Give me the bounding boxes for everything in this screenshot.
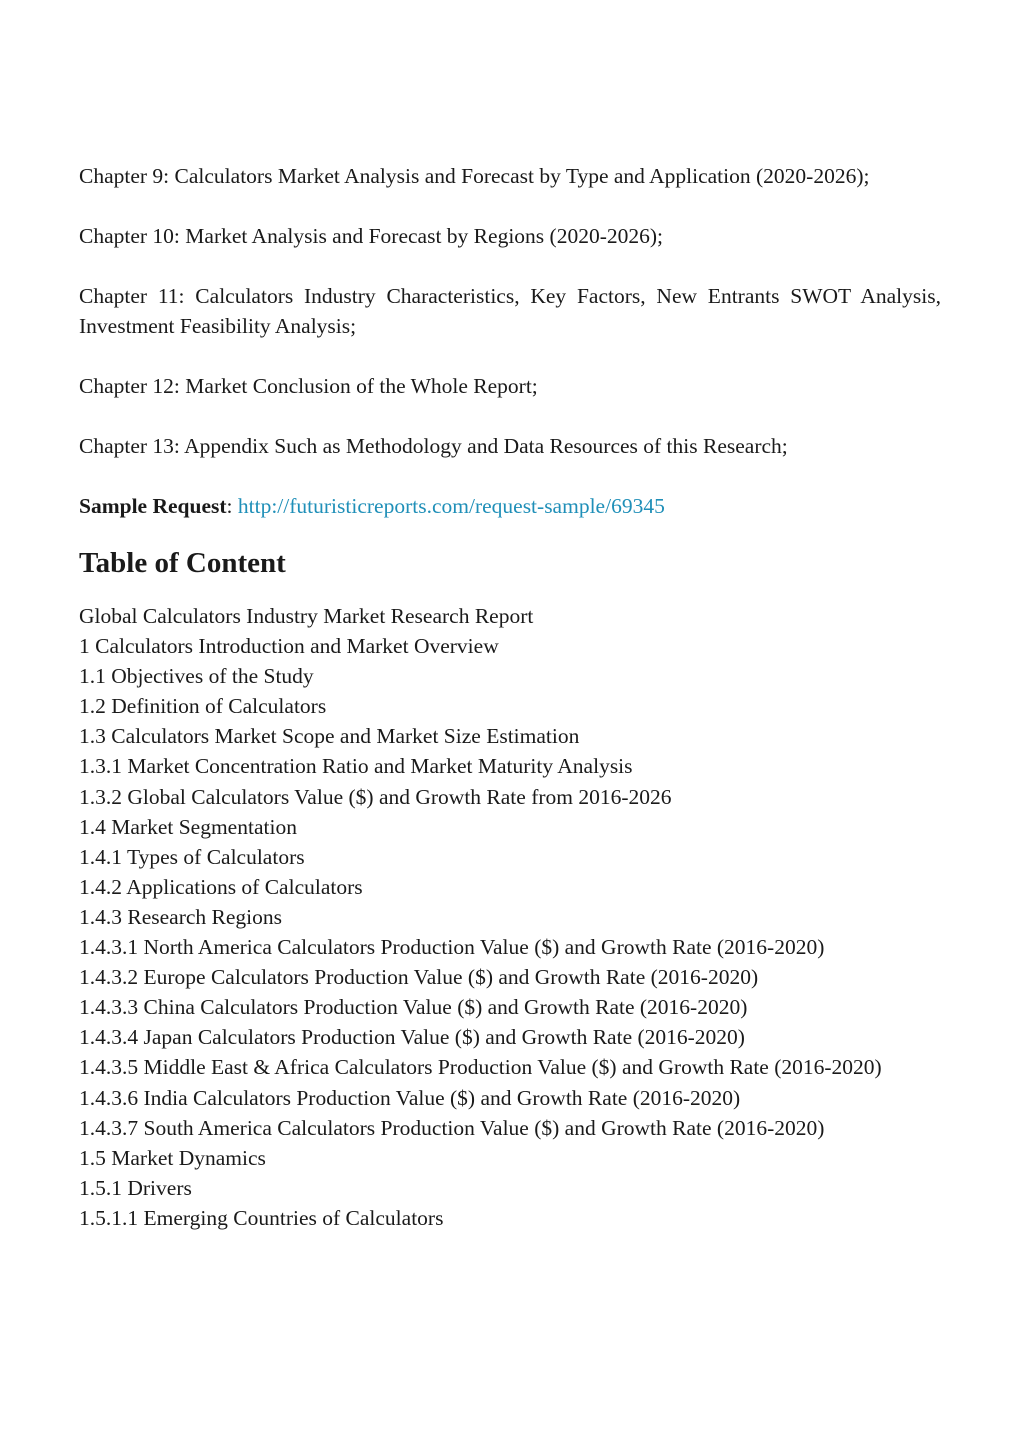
- toc-item: 1.4.3.1 North America Calculators Production Value ($) and Growth Rate (2016-2020): [79, 935, 825, 960]
- toc-item: 1 Calculators Introduction and Market Overview: [79, 634, 499, 659]
- toc-item: 1.4.3.4 Japan Calculators Production Value ($) and Growth Rate (2016-2020): [79, 1025, 745, 1050]
- sample-request-link[interactable]: http://futuristicreports.com/request-sample/69345: [237, 494, 665, 518]
- toc-item: 1.5.1.1 Emerging Countries of Calculators: [79, 1205, 444, 1230]
- toc-item: 1.4.3.2 Europe Calculators Production Value ($) and Growth Rate (2016-2020): [79, 965, 759, 990]
- toc-list: [79, 601, 941, 1233]
- toc-item: 1.5.1 Drivers: [79, 1175, 192, 1200]
- toc-item: 1.4.3.7 South America Calculators Production Value ($) and Growth Rate (2016-2020): [79, 1115, 825, 1140]
- chapter-12-text: Chapter 12: Market Conclusion of the Whole Report;: [79, 374, 538, 398]
- toc-item: 1.3 Calculators Market Scope and Market Size Estimation: [79, 724, 580, 749]
- toc-item: 1.5 Market Dynamics: [79, 1145, 266, 1170]
- toc-item: 1.4.3.5 Middle East & Africa Calculators Production Value ($) and Growth Rate (2016-2020): [79, 1055, 882, 1080]
- sample-request-label: Sample Request: [79, 494, 227, 518]
- toc-item: 1.4.2 Applications of Calculators: [79, 874, 363, 899]
- chapter-10-text: Chapter 10: Market Analysis and Forecast by Regions (2020-2026);: [79, 224, 663, 248]
- toc-item: 1.1 Objectives of the Study: [79, 664, 314, 689]
- toc-item: Global Calculators Industry Market Research Report: [79, 604, 534, 628]
- toc-item: 1.4.1 Types of Calculators: [79, 844, 305, 869]
- toc-item: 1.3.2 Global Calculators Value ($) and Growth Rate from 2016-2026: [79, 784, 672, 809]
- chapter-11-text: Chapter 11: Calculators Industry Characteristics, Key Factors, New Entrants SWOT Analysis, Investment Feasibility Analysis;: [79, 284, 941, 338]
- toc-title: Table of Content: [79, 547, 286, 579]
- document-page: [79, 161, 941, 1233]
- toc-item: 1.4 Market Segmentation: [79, 814, 297, 839]
- toc-item: 1.2 Definition of Calculators: [79, 694, 327, 719]
- toc-item: 1.4.3.6 India Calculators Production Value ($) and Growth Rate (2016-2020): [79, 1085, 741, 1110]
- toc-item: 1.4.3 Research Regions: [79, 904, 283, 929]
- sample-request-separator: :: [226, 494, 233, 518]
- toc-item: 1.3.1 Market Concentration Ratio and Market Maturity Analysis: [79, 754, 633, 779]
- sample-request-line: [79, 491, 941, 521]
- chapter-13-text: Chapter 13: Appendix Such as Methodology and Data Resources of this Research;: [79, 434, 788, 458]
- toc-item: 1.4.3.3 China Calculators Production Value ($) and Growth Rate (2016-2020): [79, 995, 748, 1020]
- chapter-9-text: Chapter 9: Calculators Market Analysis and Forecast by Type and Application (2020-2026);: [79, 164, 870, 188]
